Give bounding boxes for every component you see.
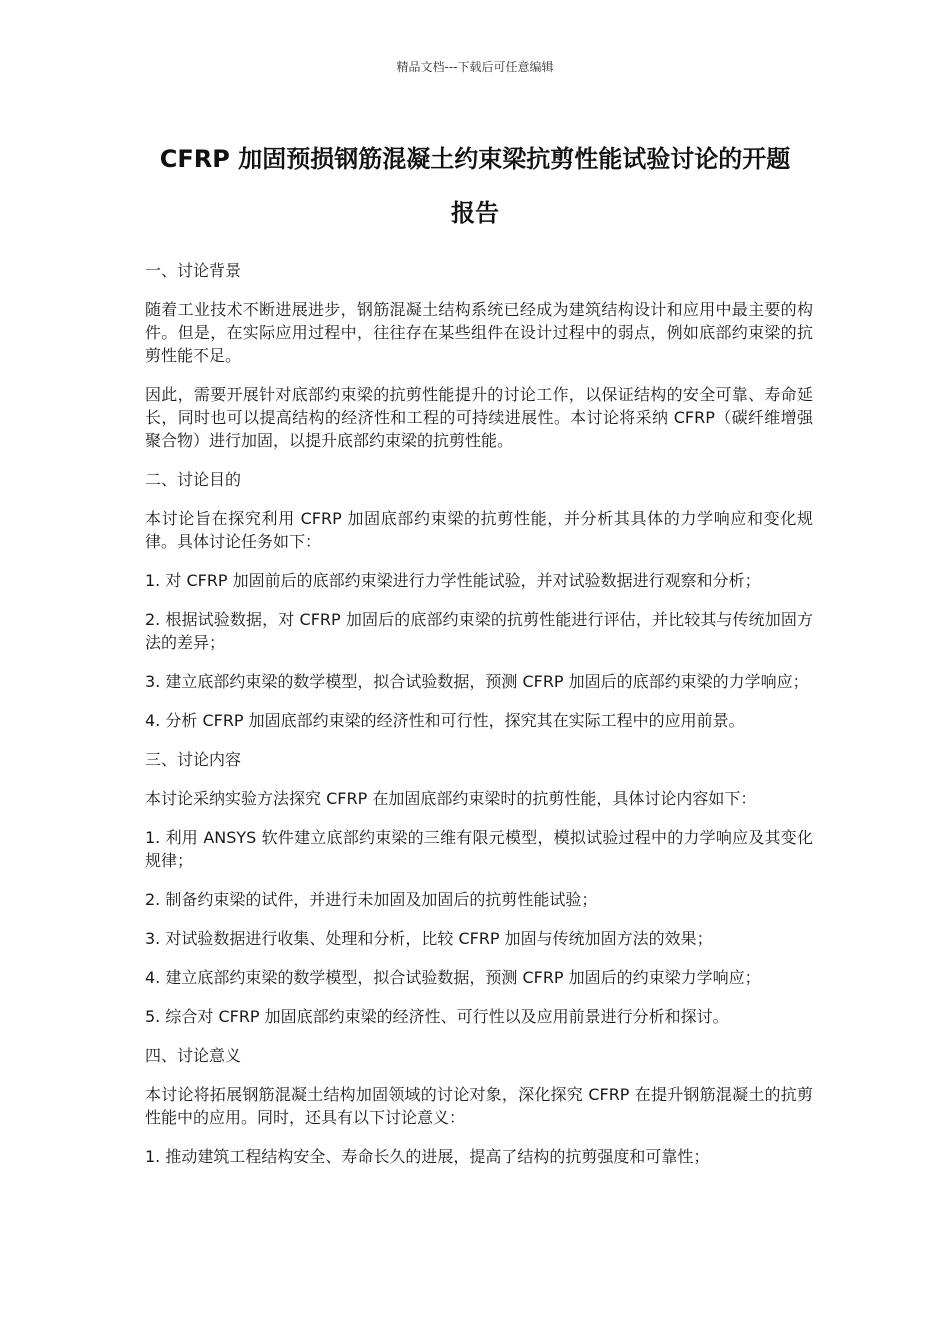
list-item: 2. 根据试验数据，对 CFRP 加固后的底部约束梁的抗剪性能进行评估，并比较其与传统加固方法的差异； [145, 610, 813, 652]
list-item: 2. 制备约束梁的试件，并进行未加固及加固后的抗剪性能试验； [145, 890, 598, 909]
list-item: 3. 建立底部约束梁的数学模型，拟合试验数据，预测 CFRP 加固后的底部约束梁的力学响应； [145, 672, 809, 691]
paragraph: 本讨论采纳实验方法探究 CFRP 在加固底部约束梁时的抗剪性能，具体讨论内容如下： [145, 789, 757, 808]
paragraph: 本讨论旨在探究利用 CFRP 加固底部约束梁的抗剪性能，并分析其具体的力学响应和变化规律。具体讨论任务如下： [145, 509, 813, 551]
paragraph: 随着工业技术不断进展进步，钢筋混凝土结构系统已经成为建筑结构设计和应用中最主要的构件。但是，在实际应用过程中，往往存在某些组件在设计过程中的弱点，例如底部约束梁的抗剪性能不足。 [145, 300, 813, 365]
list-item: 4. 分析 CFRP 加固底部约束梁的经济性和可行性，探究其在实际工程中的应用前景。 [145, 711, 745, 730]
document-title [130, 132, 820, 240]
list-item: 5. 综合对 CFRP 加固底部约束梁的经济性、可行性以及应用前景进行分析和探讨。 [145, 1007, 729, 1026]
list-item: 1. 利用 ANSYS 软件建立底部约束梁的三维有限元模型，模拟试验过程中的力学响应及其变化规律； [145, 828, 813, 870]
title-line-2: 报告 [451, 199, 499, 227]
section-heading-background: 一、讨论背景 [145, 261, 242, 280]
section-heading-purpose: 二、讨论目的 [145, 470, 242, 489]
list-item: 1. 对 CFRP 加固前后的底部约束梁进行力学性能试验，并对试验数据进行观察和分析； [145, 571, 761, 590]
section-heading-significance: 四、讨论意义 [145, 1046, 242, 1065]
document-body [145, 259, 813, 1184]
header-note: 精品文档---下载后可任意编辑 [396, 60, 554, 74]
section-heading-content: 三、讨论内容 [145, 750, 242, 769]
list-item: 3. 对试验数据进行收集、处理和分析，比较 CFRP 加固与传统加固方法的效果； [145, 929, 713, 948]
paragraph: 因此，需要开展针对底部约束梁的抗剪性能提升的讨论工作，以保证结构的安全可靠、寿命延长，同时也可以提高结构的经济性和工程的可持续进展性。本讨论将采纳 CFRP（碳纤维增强聚合物）进行加固，以提升底部约束梁的抗剪性能。 [145, 385, 813, 450]
title-line-1: CFRP 加固预损钢筋混凝土约束梁抗剪性能试验讨论的开题 [159, 145, 791, 173]
list-item: 1. 推动建筑工程结构安全、寿命长久的进展，提高了结构的抗剪强度和可靠性； [145, 1147, 710, 1166]
paragraph: 本讨论将拓展钢筋混凝土结构加固领域的讨论对象，深化探究 CFRP 在提升钢筋混凝土的抗剪性能中的应用。同时，还具有以下讨论意义： [145, 1085, 813, 1127]
list-item: 4. 建立底部约束梁的数学模型，拟合试验数据，预测 CFRP 加固后的约束梁力学响应； [145, 968, 761, 987]
